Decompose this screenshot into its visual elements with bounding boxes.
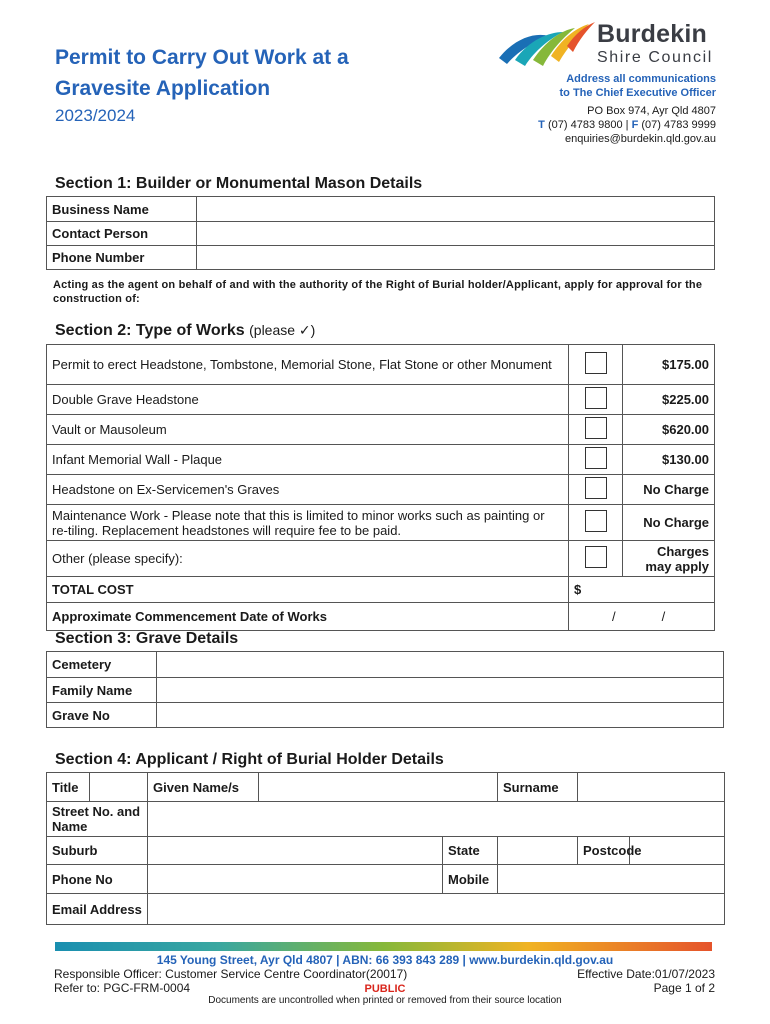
section2-note: (please ✓) — [249, 322, 316, 338]
work-item-checkbox[interactable] — [585, 477, 607, 499]
footer-color-stripe — [55, 942, 712, 951]
applicant-details-table — [46, 772, 725, 925]
form-title-line1: Permit to Carry Out Work at a — [55, 46, 349, 69]
logo-swoosh-icon — [497, 20, 597, 70]
date-separator: / — [612, 609, 616, 624]
contact-block — [538, 72, 716, 146]
work-item-checkbox[interactable] — [585, 510, 607, 532]
contact-address-line2: to The Chief Executive Officer — [559, 87, 716, 99]
mobile-input[interactable] — [498, 865, 725, 894]
form-title-line2: Gravesite Application — [55, 77, 271, 100]
work-item-label: Maintenance Work - Please note that this is limited to minor works such as painting or re-tiling. Replacement headstones will require fee to be paid. — [47, 505, 569, 541]
contact-person-label: Contact Person — [47, 222, 197, 246]
contact-address-line1: Address all communications — [566, 73, 716, 85]
state-label: State — [443, 837, 498, 865]
work-item-price: Charges may apply — [623, 541, 715, 577]
section4-title: Section 4: Applicant / Right of Burial Holder Details — [55, 751, 444, 768]
cemetery-label: Cemetery — [47, 652, 157, 678]
total-cost-label: TOTAL COST — [47, 577, 569, 603]
fax-label: F — [631, 119, 639, 131]
total-cost-input[interactable] — [569, 577, 715, 603]
work-item-price: $175.00 — [623, 345, 715, 385]
section2-title — [55, 322, 315, 340]
section2-title-text: Section 2: Type of Works — [55, 322, 245, 339]
work-item-checkbox[interactable] — [585, 417, 607, 439]
business-name-label: Business Name — [47, 197, 197, 222]
work-item-checkbox-cell — [569, 541, 623, 577]
family-name-input[interactable] — [157, 678, 724, 703]
fax-value: (07) 4783 9999 — [641, 119, 716, 131]
work-item-label: Other (please specify): — [47, 541, 569, 577]
family-name-label: Family Name — [47, 678, 157, 703]
work-item-checkbox-cell — [569, 505, 623, 541]
grave-details-table — [46, 651, 724, 728]
contact-person-input[interactable] — [197, 222, 715, 246]
street-input[interactable] — [148, 802, 725, 837]
footer-page-number: Page 1 of 2 — [653, 981, 715, 995]
suburb-input[interactable] — [148, 837, 443, 865]
phone-number-input[interactable] — [197, 246, 715, 270]
section3-title: Section 3: Grave Details — [55, 630, 239, 647]
footer-classification: PUBLIC — [364, 983, 406, 995]
work-item-price: $620.00 — [623, 415, 715, 445]
work-item-checkbox-cell — [569, 475, 623, 505]
council-logo — [497, 20, 717, 70]
work-item-label: Double Grave Headstone — [47, 385, 569, 415]
form-year: 2023/2024 — [55, 106, 136, 125]
work-item-price: No Charge — [623, 475, 715, 505]
contact-phone-fax — [538, 118, 716, 132]
agent-statement: Acting as the agent on behalf of and with the authority of the Right of Burial holder/Applicant, apply for approval for the construction of: — [53, 279, 703, 305]
footer-uncontrolled-note: Documents are uncontrolled when printed or removed from their source location — [208, 995, 562, 1006]
logo-brand: Burdekin — [597, 20, 707, 48]
work-item-checkbox[interactable] — [585, 387, 607, 409]
date-separator: / — [661, 609, 666, 624]
footer-effective-date: Effective Date:01/07/2023 — [577, 967, 715, 981]
work-item-price: $225.00 — [623, 385, 715, 415]
section1-title: Section 1: Builder or Monumental Mason Details — [55, 175, 423, 192]
commencement-date-input[interactable] — [569, 603, 715, 631]
footer-refer: Refer to: PGC-FRM-0004 — [54, 981, 191, 995]
state-input[interactable] — [498, 837, 578, 865]
footer-officer: Responsible Officer: Customer Service Centre Coordinator(20017) — [54, 967, 408, 981]
footer-address: 145 Young Street, Ayr Qld 4807 | ABN: 66 393 843 289 | www.burdekin.qld.gov.au — [156, 953, 614, 967]
work-item-checkbox-cell — [569, 415, 623, 445]
street-label: Street No. and Name — [47, 802, 148, 837]
work-item-price: $130.00 — [623, 445, 715, 475]
grave-no-label: Grave No — [47, 703, 157, 728]
phone-label: T — [538, 119, 545, 131]
work-item-label: Permit to erect Headstone, Tombstone, Memorial Stone, Flat Stone or other Monument — [47, 345, 569, 385]
commencement-date-label: Approximate Commencement Date of Works — [47, 603, 569, 631]
email-input[interactable] — [148, 894, 725, 925]
section1-table — [46, 196, 715, 270]
surname-input[interactable] — [578, 773, 725, 802]
logo-sub: Shire Council — [597, 49, 713, 66]
cemetery-input[interactable] — [157, 652, 724, 678]
postcode-input[interactable] — [630, 837, 725, 865]
phone-no-input[interactable] — [148, 865, 443, 894]
work-item-checkbox[interactable] — [585, 546, 607, 568]
work-item-label: Headstone on Ex-Servicemen's Graves — [47, 475, 569, 505]
form-title — [55, 42, 349, 104]
work-item-checkbox[interactable] — [585, 447, 607, 469]
type-of-works-table — [46, 344, 715, 631]
work-item-checkbox-cell — [569, 385, 623, 415]
email-label: Email Address — [47, 894, 148, 925]
business-name-input[interactable] — [197, 197, 715, 222]
work-item-label: Vault or Mausoleum — [47, 415, 569, 445]
given-name-input[interactable] — [259, 773, 498, 802]
contact-separator: | — [625, 119, 629, 131]
phone-number-label: Phone Number — [47, 246, 197, 270]
phone-no-label: Phone No — [47, 865, 148, 894]
title-label: Title — [47, 773, 90, 802]
work-item-checkbox[interactable] — [585, 352, 607, 374]
title-input[interactable] — [90, 773, 148, 802]
surname-label: Surname — [498, 773, 578, 802]
contact-po-box: PO Box 974, Ayr Qld 4807 — [587, 105, 716, 117]
work-item-checkbox-cell — [569, 345, 623, 385]
work-item-price: No Charge — [623, 505, 715, 541]
phone-value: (07) 4783 9800 — [547, 119, 623, 131]
grave-no-input[interactable] — [157, 703, 724, 728]
total-cost-symbol: $ — [574, 582, 582, 597]
suburb-label: Suburb — [47, 837, 148, 865]
work-item-checkbox-cell — [569, 445, 623, 475]
mobile-label: Mobile — [443, 865, 498, 894]
postcode-label: Postcode — [578, 837, 630, 865]
given-name-label: Given Name/s — [148, 773, 259, 802]
contact-email: enquiries@burdekin.qld.gov.au — [564, 133, 716, 145]
work-item-label: Infant Memorial Wall - Plaque — [47, 445, 569, 475]
